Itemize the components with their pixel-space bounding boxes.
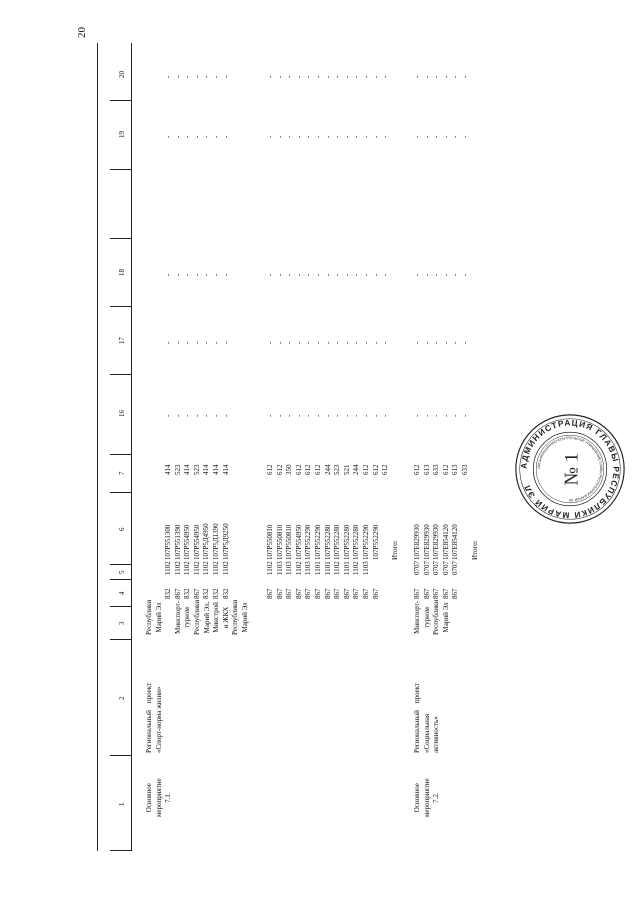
empty-dash: -: [266, 341, 274, 344]
empty-dash: -: [202, 414, 211, 417]
col-number-16: 16: [118, 410, 126, 417]
row-7-2-activity: Основное мероприятие 7.2.: [413, 778, 441, 817]
empty-dash: -: [202, 341, 211, 344]
empty-dash: -: [362, 414, 370, 417]
empty-dash: -: [413, 135, 421, 138]
empty-dash: -: [173, 135, 182, 138]
empty-dash: -: [212, 414, 220, 417]
empty-dash: -: [422, 75, 431, 78]
empty-dash: -: [422, 135, 431, 138]
col-divider: [110, 238, 131, 239]
empty-dash: -: [323, 341, 332, 344]
empty-dash: -: [212, 75, 220, 78]
row-7-1b-col4: 867 867 867 867 867 867 867 867 867 867 867 867: [266, 588, 380, 599]
stamp-number: № 1: [561, 452, 583, 486]
empty-dash: -: [422, 273, 431, 276]
col-number-1: 1: [118, 802, 126, 806]
empty-dash: -: [333, 75, 342, 78]
col-number-20: 20: [118, 71, 126, 78]
empty-dash: -: [352, 341, 361, 344]
empty-dash: -: [202, 75, 211, 78]
empty-dash: -: [221, 341, 230, 344]
empty-dash: -: [285, 341, 294, 344]
empty-dash: -: [294, 75, 303, 78]
empty-dash: -: [352, 414, 361, 417]
empty-dash: -: [275, 273, 284, 276]
table-top-rule: [97, 43, 98, 851]
stamp-inner-text: ОРГАНИЗАЦИОННО-КОНТРОЛЬНОЕ УПРАВЛЕНИЕ ГЛАВЫ РЕСПУБЛИКИ МАРИЙ ЭЛ: [537, 435, 603, 502]
empty-dash: -: [381, 341, 390, 344]
row-7-2-project: Региональный проект «Социальная активность»: [413, 682, 441, 753]
row-7-2-total: Итого:: [471, 540, 479, 560]
empty-dash: -: [164, 273, 172, 276]
row-7-1-project: Региональный проект «Спорт-норма жизни»: [145, 682, 163, 753]
empty-dash: -: [212, 273, 220, 276]
empty-dash: -: [461, 135, 469, 138]
empty-dash: -: [275, 75, 284, 78]
col-divider: [110, 374, 131, 375]
row-7-1-activity: Основное мероприятие 7.1.: [145, 778, 173, 817]
row-7-2-col5: 0707 0707 0707 0707 0707: [413, 561, 460, 575]
empty-dash: -: [441, 75, 450, 78]
empty-dash: -: [192, 341, 201, 344]
empty-dash: -: [362, 273, 370, 276]
empty-dash: -: [266, 75, 274, 78]
empty-dash: -: [323, 135, 332, 138]
col-divider: [110, 564, 131, 565]
empty-dash: -: [164, 414, 172, 417]
empty-dash: -: [371, 414, 380, 417]
empty-dash: -: [371, 341, 380, 344]
empty-dash: -: [413, 273, 421, 276]
empty-dash: -: [381, 75, 390, 78]
empty-dash: -: [285, 414, 294, 417]
empty-dash: -: [451, 414, 460, 417]
empty-dash: -: [173, 75, 182, 78]
col-number-7: 7: [118, 471, 126, 475]
empty-dash: -: [422, 341, 431, 344]
empty-dash: -: [183, 75, 192, 78]
empty-dash: -: [164, 341, 172, 344]
empty-dash: -: [173, 341, 182, 344]
col-divider: [110, 492, 131, 493]
empty-dash: -: [221, 135, 230, 138]
empty-dash: -: [183, 341, 192, 344]
empty-dash: -: [371, 135, 380, 138]
empty-dash: -: [314, 75, 322, 78]
empty-dash: -: [173, 414, 182, 417]
empty-dash: -: [432, 135, 441, 138]
empty-dash: -: [183, 135, 192, 138]
empty-dash: -: [342, 75, 351, 78]
col-number-6: 6: [118, 527, 126, 531]
empty-dash: -: [451, 135, 460, 138]
empty-dash: -: [441, 273, 450, 276]
empty-dash: -: [362, 341, 370, 344]
empty-dash: -: [333, 341, 342, 344]
table-header-rule: [131, 43, 132, 851]
row-7-1-col4: 832 867 832 867 832 832 832: [164, 588, 230, 599]
empty-dash: -: [381, 273, 390, 276]
empty-dash: -: [164, 75, 172, 78]
empty-dash: -: [422, 414, 431, 417]
empty-dash: -: [441, 341, 450, 344]
empty-dash: -: [371, 75, 380, 78]
row-7-2-col4: 867 867 867 867 867: [413, 588, 460, 599]
col-divider: [110, 755, 131, 756]
empty-dash: -: [164, 135, 172, 138]
row-7-1-col5: 1102 1102 1102 1102 1102 1102 1102: [164, 561, 230, 575]
stamp-outer-text: АДМИНИСТРАЦИЯ ГЛАВЫ РЕСПУБЛИКИ МАРИЙ ЭЛ: [519, 418, 621, 520]
empty-dash: -: [294, 341, 303, 344]
row-7-1-col7: 414 523 414 523 414 414 414: [164, 464, 230, 475]
empty-dash: -: [371, 273, 380, 276]
empty-dash: -: [202, 135, 211, 138]
col-divider: [110, 579, 131, 580]
col-divider: [110, 100, 131, 101]
col-number-19: 19: [118, 131, 126, 138]
empty-dash: -: [294, 135, 303, 138]
col-divider: [110, 454, 131, 455]
col-divider: [110, 639, 131, 640]
empty-dash: -: [304, 75, 313, 78]
official-seal-stamp: [512, 411, 628, 527]
empty-dash: -: [275, 341, 284, 344]
col-number-3: 3: [118, 621, 126, 625]
col-divider: [110, 306, 131, 307]
empty-dash: -: [451, 273, 460, 276]
empty-dash: -: [304, 414, 313, 417]
col-divider: [110, 850, 131, 851]
row-7-1b-col5: 1102 1103 1103 1102 1103 1101 1101 1102 1101 1102 1103: [266, 561, 370, 575]
empty-dash: -: [342, 341, 351, 344]
empty-dash: -: [183, 414, 192, 417]
empty-dash: -: [192, 135, 201, 138]
empty-dash: -: [352, 135, 361, 138]
empty-dash: -: [183, 273, 192, 276]
row-7-2-col7: 612 613 633 612 613 633: [413, 464, 469, 475]
col-number-18: 18: [118, 269, 126, 276]
empty-dash: -: [461, 414, 469, 417]
empty-dash: -: [314, 341, 322, 344]
empty-dash: -: [266, 273, 274, 276]
empty-dash: -: [362, 75, 370, 78]
row-7-1-executor: Республики Марий Эл Минспорт- туризм Республики Марий Эл, Минстрой и ЖКХ Республики Марий Эл: [145, 599, 249, 635]
empty-dash: -: [362, 135, 370, 138]
empty-dash: -: [323, 414, 332, 417]
empty-dash: -: [381, 135, 390, 138]
empty-dash: -: [342, 273, 351, 276]
empty-dash: -: [432, 414, 441, 417]
empty-dash: -: [212, 135, 220, 138]
row-7-1-col6: 107P551300 107P551390 107P554950 107P554950 107P5Д4950 107P5Д1390 107P5Д9250: [164, 523, 230, 560]
empty-dash: -: [413, 414, 421, 417]
empty-dash: -: [285, 273, 294, 276]
col-divider: [110, 606, 131, 607]
empty-dash: -: [304, 341, 313, 344]
empty-dash: -: [202, 273, 211, 276]
col-number-2: 2: [118, 696, 126, 700]
row-7-2-col6: 107E829930 107E829930 107E829930 107E854120 107E854120: [413, 524, 460, 560]
col-number-17: 17: [118, 337, 126, 344]
empty-dash: -: [173, 273, 182, 276]
page-number: 20: [76, 27, 88, 38]
empty-dash: -: [323, 273, 332, 276]
empty-dash: -: [221, 75, 230, 78]
empty-dash: -: [275, 135, 284, 138]
empty-dash: -: [304, 273, 313, 276]
empty-dash: -: [413, 75, 421, 78]
col-number-4: 4: [118, 591, 126, 595]
empty-dash: -: [461, 273, 469, 276]
row-7-1b-col7: 612 612 350 612 612 612 244 523 521 244 612 612 612: [266, 464, 390, 475]
empty-dash: -: [461, 341, 469, 344]
empty-dash: -: [451, 75, 460, 78]
empty-dash: -: [461, 75, 469, 78]
empty-dash: -: [294, 273, 303, 276]
empty-dash: -: [432, 75, 441, 78]
empty-dash: -: [192, 75, 201, 78]
empty-dash: -: [266, 135, 274, 138]
empty-dash: -: [451, 341, 460, 344]
empty-dash: -: [333, 273, 342, 276]
empty-dash: -: [212, 341, 220, 344]
empty-dash: -: [333, 135, 342, 138]
empty-dash: -: [342, 135, 351, 138]
empty-dash: -: [314, 135, 322, 138]
empty-dash: -: [221, 273, 230, 276]
empty-dash: -: [441, 135, 450, 138]
empty-dash: -: [432, 273, 441, 276]
row-7-1-total: Итого:: [391, 540, 399, 560]
empty-dash: -: [432, 341, 441, 344]
empty-dash: -: [314, 414, 322, 417]
empty-dash: -: [352, 75, 361, 78]
empty-dash: -: [381, 414, 390, 417]
empty-dash: -: [352, 273, 361, 276]
empty-dash: -: [294, 414, 303, 417]
empty-dash: -: [323, 75, 332, 78]
empty-dash: -: [221, 414, 230, 417]
empty-dash: -: [266, 414, 274, 417]
empty-dash: -: [333, 414, 342, 417]
empty-dash: -: [285, 75, 294, 78]
col-number-5: 5: [118, 570, 126, 574]
col-divider: [110, 169, 131, 170]
empty-dash: -: [285, 135, 294, 138]
row-7-2-executor: Минспорт- туризм Республики Марий Эл: [413, 599, 450, 635]
empty-dash: -: [304, 135, 313, 138]
empty-dash: -: [275, 414, 284, 417]
empty-dash: -: [314, 273, 322, 276]
row-7-1b-col6: 107P550810 107P550810 107P550810 107P554950 107P552290 107P552290 107P552280 107P552280 107P552280 107P552280 107P552290 107P552290: [266, 524, 380, 560]
empty-dash: -: [342, 414, 351, 417]
empty-dash: -: [441, 414, 450, 417]
empty-dash: -: [192, 414, 201, 417]
empty-dash: -: [192, 273, 201, 276]
empty-dash: -: [413, 341, 421, 344]
